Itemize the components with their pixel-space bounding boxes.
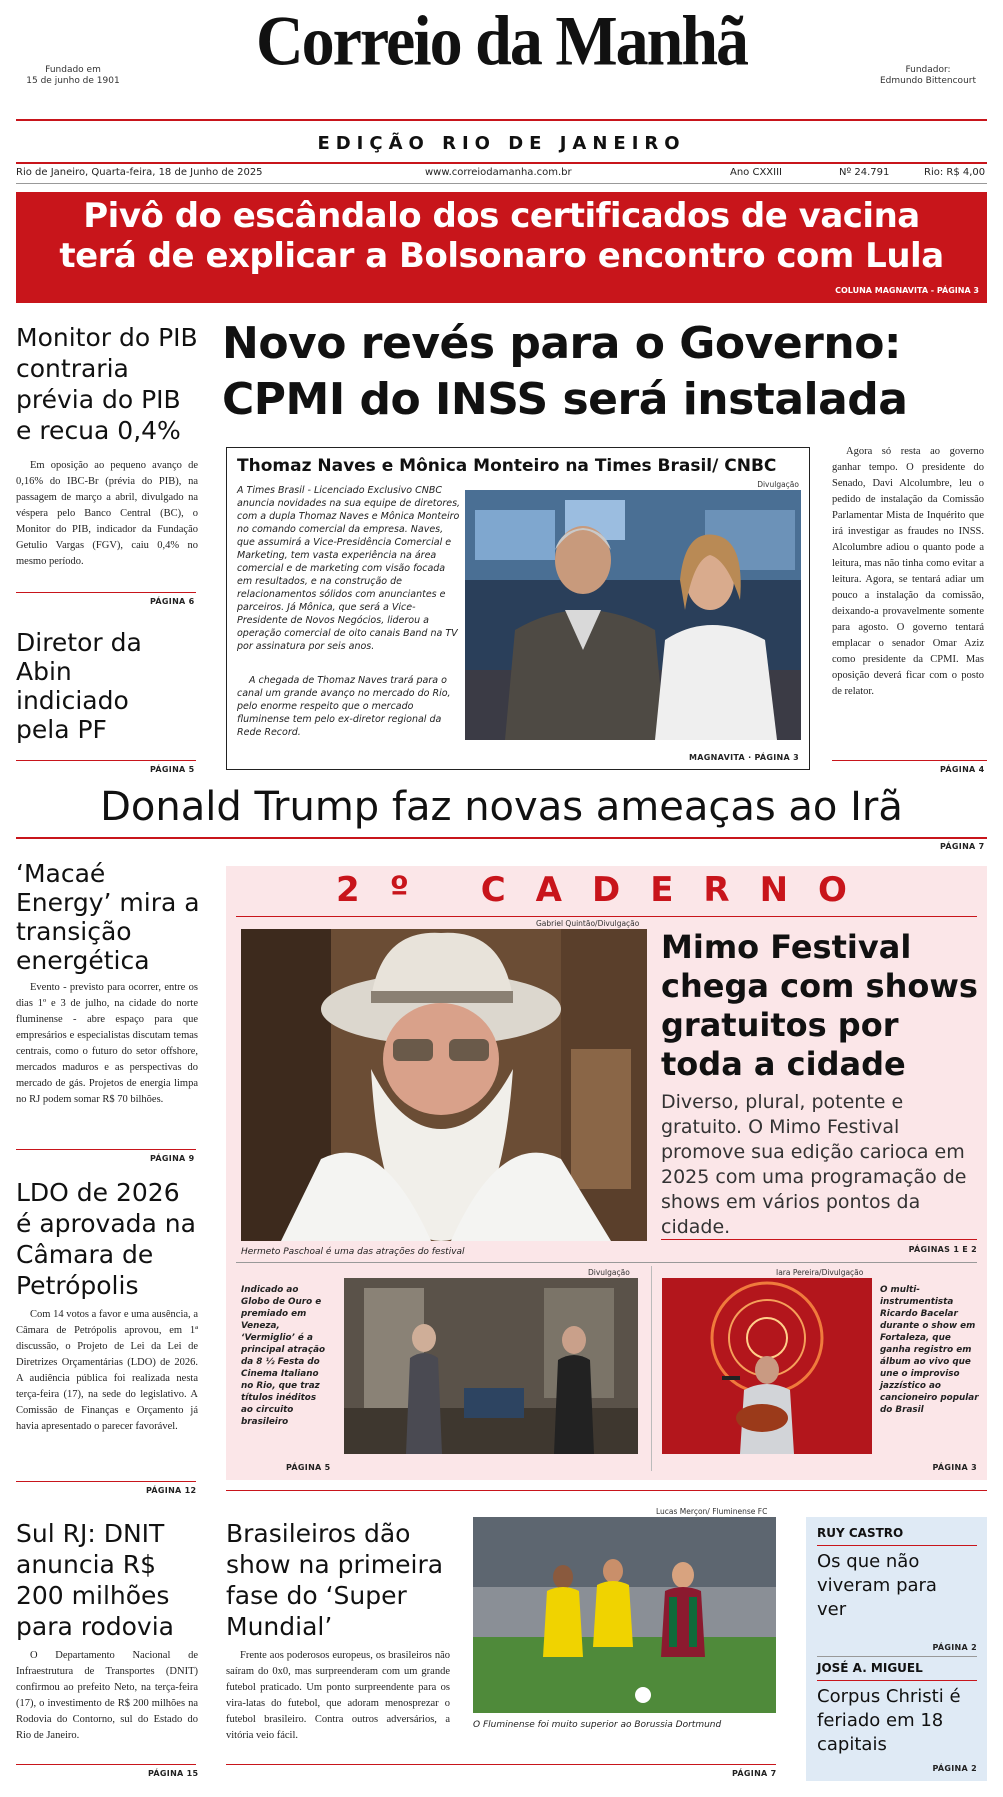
times-brasil-box[interactable]: [226, 447, 810, 770]
bacelar-credit: Iara Pereira/Divulgação: [776, 1268, 864, 1277]
banner-line1: Pivô do escândalo dos certificados de vacina: [83, 196, 920, 236]
mundial-body: Frente aos poderosos europeus, os brasileiros não saíram do 0x0, mas surpreenderam com um grande futebol praticado. Um ponto surpreendente para os vira-latas do futebol, que adoram menosprezar o futebol brasileiro. Contra outros adversários, a vitória veio fácil.: [226, 1650, 450, 1741]
dateline-date: Rio de Janeiro, Quarta-feira, 18 de Junho de 2025: [16, 167, 263, 178]
mundial-page-ref[interactable]: PÁGINA 7: [732, 1769, 777, 1778]
banner-line2: terá de explicar a Bolsonaro encontro com Lula: [59, 236, 944, 276]
macae-page-ref[interactable]: PÁGINA 9: [150, 1154, 195, 1163]
macae-headline[interactable]: ‘Macaé Energy’ mira a transição energética: [16, 859, 200, 975]
vermiglio-text: Indicado ao Globo de Ouro e premiado em Veneza, ‘Vermiglio’ é a principal atração da 8 ½ Festa do Cinema Italiano no Rio, que traz títulos inéditos ao circuito brasileiro: [241, 1285, 326, 1427]
pib-body: Em oposição ao pequeno avanço de 0,16% do IBC-Br (prévia do PIB), na passagem de março a abril, divulgado na véspera pelo Banco Central (BC), o Monitor do PIB, indicador da Fundação Getulio Vargas (FGV), caiu 0,4% no mesmo período.: [16, 460, 198, 567]
trump-page-ref[interactable]: PÁGINA 7: [940, 842, 985, 851]
dateline-year: Ano CXXIII: [730, 167, 783, 178]
mimo-deck: Diverso, plural, potente e gratuito. O Mimo Festival promove sua edição carioca em 2025 com uma programação de shows em vários pontos da cidade.: [661, 1091, 967, 1238]
vermiglio-photo[interactable]: [344, 1278, 638, 1454]
mimo-rule: [661, 1239, 977, 1240]
dnit-headline[interactable]: Sul RJ: DNIT anuncia R$ 200 milhões para rodovia: [16, 1519, 174, 1641]
dateline-price: Rio: R$ 4,00: [924, 167, 986, 178]
ldo-body: Com 14 votos a favor e uma ausência, a Câmara de Petrópolis aprovou, em 1ª discussão, o Projeto de Lei da Lei de Diretrizes Orçamentárias (LDO) de 2026. A audiência pública foi realizada nesta terça-feira (17), na sede do legislativo. A Comissão de Finanças e Orçamento já havia apresentado o parecer favorável.: [16, 1309, 198, 1432]
box-text2: A chegada de Thomaz Naves trará para o canal um grande avanço no mercado do Rio, pelo enorme respeito que o mercado fluminense tem pelo ex-diretor regional da Rede Record.: [237, 675, 451, 738]
caderno-section: [226, 866, 987, 1480]
col2-page-ref[interactable]: PÁGINA 2: [932, 1764, 977, 1773]
box-text1: A Times Brasil - Licenciado Exclusivo CNBC anuncia novidades na sua equipe de diretores, com a dupla Thomaz Naves e Mônica Monteiro no comando comercial da empresa. Naves, que assumirá a Vice-Presidência Comercial e Marketing, tem vasta experiência na área comercial e de marketing com visão focada em resultados, e na construção de relacionamentos sólidos com anunciantes e parceiros. Já Mônica, que será a Vice-Presidente de Novos Negócios, liderou a operação comercial de oito canais Band na TV por assinatura por seis anos.: [237, 485, 461, 652]
vermiglio-credit: Divulgação: [588, 1268, 630, 1277]
abin-rule: [16, 760, 196, 761]
bacelar-page-ref[interactable]: PÁGINA 3: [932, 1463, 977, 1472]
hermeto-caption: Hermeto Paschoal é uma das atrações do festival: [241, 1247, 465, 1257]
abin-page-ref[interactable]: PÁGINA 5: [150, 765, 195, 774]
edition-label: EDIÇÃO RIO DE JANEIRO: [317, 133, 686, 154]
bacelar-photo[interactable]: [662, 1278, 872, 1454]
caderno-title-rule: [236, 916, 977, 917]
col2-rule: [817, 1680, 977, 1681]
caderno-divider: [651, 1266, 652, 1471]
main-page-ref[interactable]: PÁGINA 4: [940, 765, 985, 774]
pib-page-ref[interactable]: PÁGINA 6: [150, 597, 195, 606]
col1-title[interactable]: Os que não viveram para ver: [817, 1551, 937, 1620]
dateline-number: Nº 24.791: [839, 167, 890, 178]
dateline-website[interactable]: www.correiodamanha.com.br: [425, 167, 572, 178]
ldo-rule: [16, 1481, 196, 1482]
pib-headline[interactable]: Monitor do PIB contraria prévia do PIB e recua 0,4%: [16, 323, 198, 445]
box-ref[interactable]: MAGNAVITA · PÁGINA 3: [689, 753, 799, 762]
main-headline-line2[interactable]: CPMI do INSS será instalada: [222, 374, 908, 425]
dnit-rule: [16, 1764, 196, 1765]
main-body: Agora só resta ao governo ganhar tempo. O presidente do Senado, Davi Alcolumbre, leu o pedido de instalação da Comissão Parlamentar Mista de Inquérito que irá investigar as fraudes no INSS. Alcolumbre adiou o quanto pode a leitura, mas não tinha como evitar a leitura. Agora, se tentará adiar um pouco a instalação da comissão, deixando-a provavelmente somente para agosto. O governo tentará emplacar o senador Omar Aziz como presidente da CPMI. Mas oposição deverá ficar com o posto de relator.: [832, 446, 984, 697]
masthead-rule-top: [16, 119, 987, 121]
fluminense-credit: Lucas Merçon/ Fluminense FC: [656, 1507, 768, 1516]
masthead-title: Correio da Manhã: [255, 2, 748, 81]
main-headline-line1[interactable]: Novo revés para o Governo:: [222, 318, 902, 369]
pib-rule: [16, 592, 196, 593]
box-credit: Divulgação: [757, 480, 799, 489]
dnit-page-ref[interactable]: PÁGINA 15: [148, 1769, 199, 1778]
macae-body: Evento - previsto para ocorrer, entre os dias 1º e 3 de julho, na cidade do norte fluminense - abre espaço para que empresários e especialistas discutam temas centrais, como o futuro do setor offshore, mercados maduros e as perspectivas do mercado de gás. Projetos de energia limpa no RJ podem somar R$ 70 bilhões.: [16, 982, 198, 1105]
trump-headline[interactable]: Donald Trump faz novas ameaças ao Irã: [100, 784, 903, 830]
trump-rule: [16, 837, 987, 839]
col2-title[interactable]: Corpus Christi é feriado em 18 capitais: [817, 1686, 961, 1755]
columnists-sidebar: [806, 1517, 987, 1781]
founder-name: Edmundo Bittencourt: [879, 76, 977, 86]
caderno-title: 2º CADERNO: [336, 870, 877, 910]
bacelar-text: O multi-instrumentista Ricardo Bacelar durante o show em Fortaleza, que ganha registro em álbum ao vivo que une o improviso jazzístico ao cancioneiro popular do Brasil: [880, 1285, 979, 1415]
col1-rule: [817, 1545, 977, 1546]
founded-date: 15 de junho de 1901: [26, 76, 120, 86]
mimo-headline[interactable]: Mimo Festival chega com shows gratuitos por toda a cidade: [661, 928, 978, 1083]
mimo-page-ref[interactable]: PÁGINAS 1 E 2: [908, 1245, 977, 1254]
top-banner[interactable]: [16, 192, 987, 303]
bottom-row-rule: [226, 1490, 987, 1491]
fluminense-photo[interactable]: [473, 1517, 776, 1713]
hermeto-photo[interactable]: [241, 929, 647, 1241]
mundial-headline[interactable]: Brasileiros dão show na primeira fase do ‘Super Mundial’: [226, 1519, 444, 1641]
abin-headline[interactable]: Diretor da Abin indiciado pela PF: [16, 628, 142, 744]
dateline-rule: [16, 183, 987, 184]
dnit-body: O Departamento Nacional de Infraestrutura de Transportes (DNIT) confirmou ao prefeito Neto, na terça-feira (17), o investimento de R$ 200 milhões na Rodovia do Contorno, sul do Estado do Rio de Janeiro.: [16, 1650, 198, 1741]
ldo-page-ref[interactable]: PÁGINA 12: [146, 1486, 197, 1495]
col1-author: RUY CASTRO: [817, 1526, 904, 1540]
col1-page-ref[interactable]: PÁGINA 2: [932, 1643, 977, 1652]
masthead-rule-bottom: [16, 162, 987, 164]
hermeto-credit: Gabriel Quintão/Divulgação: [536, 919, 640, 928]
sidebar-divider: [817, 1656, 977, 1657]
macae-rule: [16, 1149, 196, 1150]
box-photo: [465, 490, 801, 740]
main-body-rule: [832, 760, 987, 761]
banner-ref: COLUNA MAGNAVITA - PÁGINA 3: [835, 286, 979, 295]
caderno-mid-rule: [236, 1262, 977, 1263]
ldo-headline[interactable]: LDO de 2026 é aprovada na Câmara de Petrópolis: [16, 1178, 196, 1300]
founded-label: Fundado em: [45, 65, 101, 75]
col2-author: JOSÉ A. MIGUEL: [817, 1661, 923, 1675]
vermiglio-page-ref[interactable]: PÁGINA 5: [286, 1463, 331, 1472]
fluminense-caption: O Fluminense foi muito superior ao Borussia Dortmund: [473, 1720, 722, 1730]
mundial-rule: [226, 1764, 776, 1765]
box-title: Thomaz Naves e Mônica Monteiro na Times Brasil/ CNBC: [237, 456, 777, 476]
founder-label: Fundador:: [905, 65, 951, 75]
